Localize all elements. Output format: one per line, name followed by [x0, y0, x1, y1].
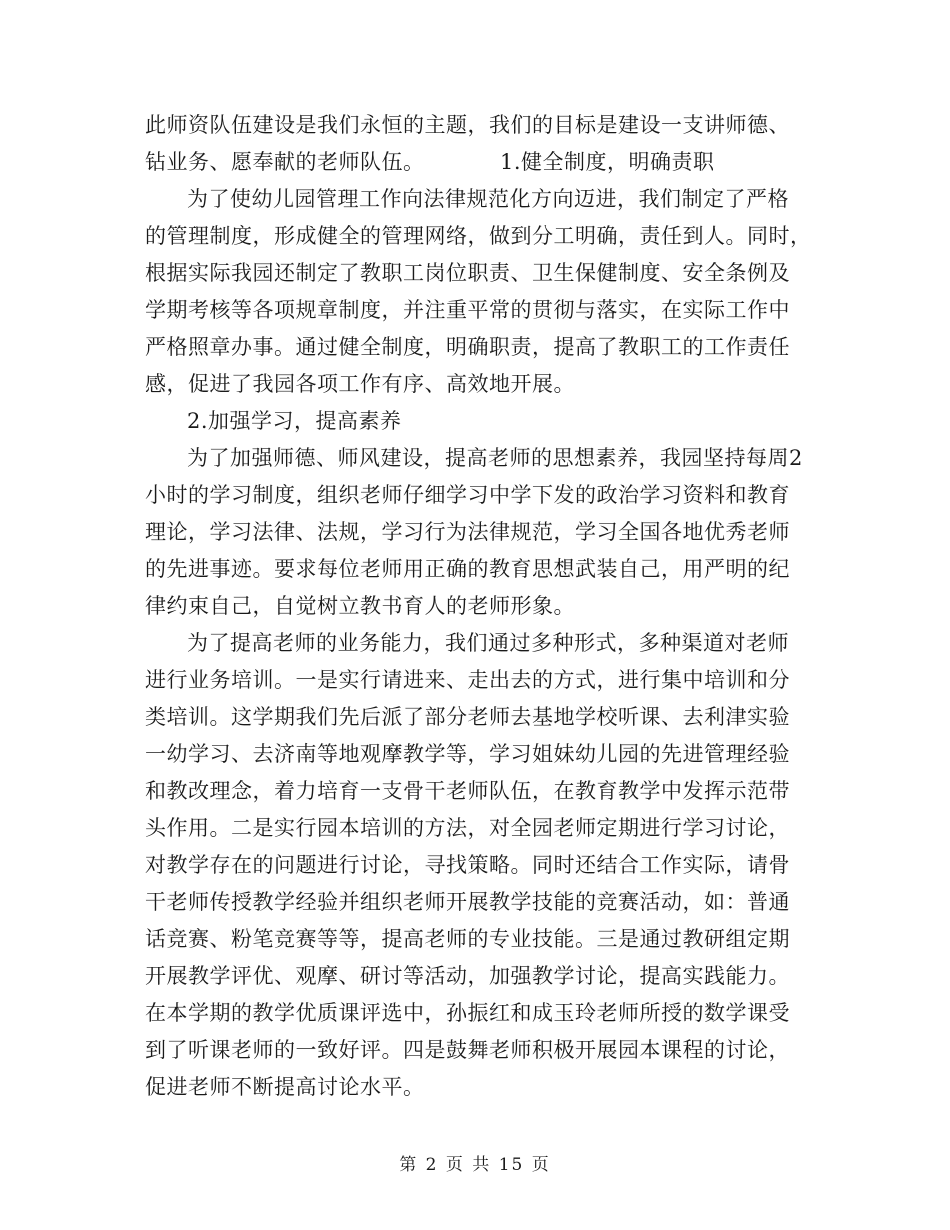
text-line: 为了加强师德、师风建设，提高老师的思想素养，我园坚持每周2 [187, 446, 803, 470]
section-heading: 2.加强学习，提高素养 [187, 409, 402, 433]
text-line: 进行业务培训。一是实行请进来、走出去的方式，进行集中培训和分 [145, 668, 790, 692]
text-line: 为了使幼儿园管理工作向法律规范化方向迈进，我们制定了严格 [187, 187, 789, 211]
text-line: 一幼学习、去济南等地观摩教学等，学习姐妹幼儿园的先进管理经验 [145, 742, 790, 766]
text-line: 的管理制度，形成健全的管理网络，做到分工明确，责任到人。同时， [145, 224, 812, 248]
text-line: 根据实际我园还制定了教职工岗位职责、卫生保健制度、安全条例及 [145, 261, 790, 285]
text-line: 到了听课老师的一致好评。四是鼓舞老师积极开展园本课程的讨论， [145, 1038, 790, 1062]
text-line: 头作用。二是实行园本培训的方法，对全园老师定期进行学习讨论， [145, 816, 790, 840]
text-line: 为了提高老师的业务能力，我们通过多种形式，多种渠道对老师 [187, 631, 789, 655]
text-line: 类培训。这学期我们先后派了部分老师去基地学校听课、去利津实验 [145, 705, 790, 729]
text-line: 学期考核等各项规章制度，并注重平常的贯彻与落实，在实际工作中 [145, 298, 790, 322]
text-line: 促进老师不断提高讨论水平。 [145, 1075, 425, 1099]
text-line: 此师资队伍建设是我们永恒的主题，我们的目标是建设一支讲师德、 [145, 113, 790, 137]
text-line: 感，促进了我园各项工作有序、高效地开展。 [145, 372, 575, 396]
page-number-footer: 第 2 页 共 15 页 [399, 1155, 551, 1175]
text-line: 钻业务、愿奉献的老师队伍。 1.健全制度，明确责职 [145, 150, 715, 174]
text-line: 开展教学评优、观摩、研讨等活动，加强教学讨论，提高实践能力。 [145, 964, 790, 988]
text-line: 的先进事迹。要求每位老师用正确的教育思想武装自己，用严明的纪 [145, 557, 790, 581]
text-line: 话竞赛、粉笔竞赛等等，提高老师的专业技能。三是通过教研组定期 [145, 927, 790, 951]
text-line: 小时的学习制度，组织老师仔细学习中学下发的政治学习资料和教育 [145, 483, 790, 507]
text-line: 和教改理念，着力培育一支骨干老师队伍，在教育教学中发挥示范带 [145, 779, 790, 803]
text-line: 律约束自己，自觉树立教书育人的老师形象。 [145, 594, 575, 618]
text-line: 严格照章办事。通过健全制度，明确职责，提高了教职工的工作责任 [145, 335, 790, 359]
text-line: 对教学存在的问题进行讨论，寻找策略。同时还结合工作实际，请骨 [145, 853, 790, 877]
text-line: 干老师传授教学经验并组织老师开展教学技能的竞赛活动，如：普通 [145, 890, 790, 914]
text-line: 在本学期的教学优质课评选中，孙振红和成玉玲老师所授的数学课受 [145, 1001, 790, 1025]
text-line: 理论，学习法律、法规，学习行为法律规范，学习全国各地优秀老师 [145, 520, 790, 544]
